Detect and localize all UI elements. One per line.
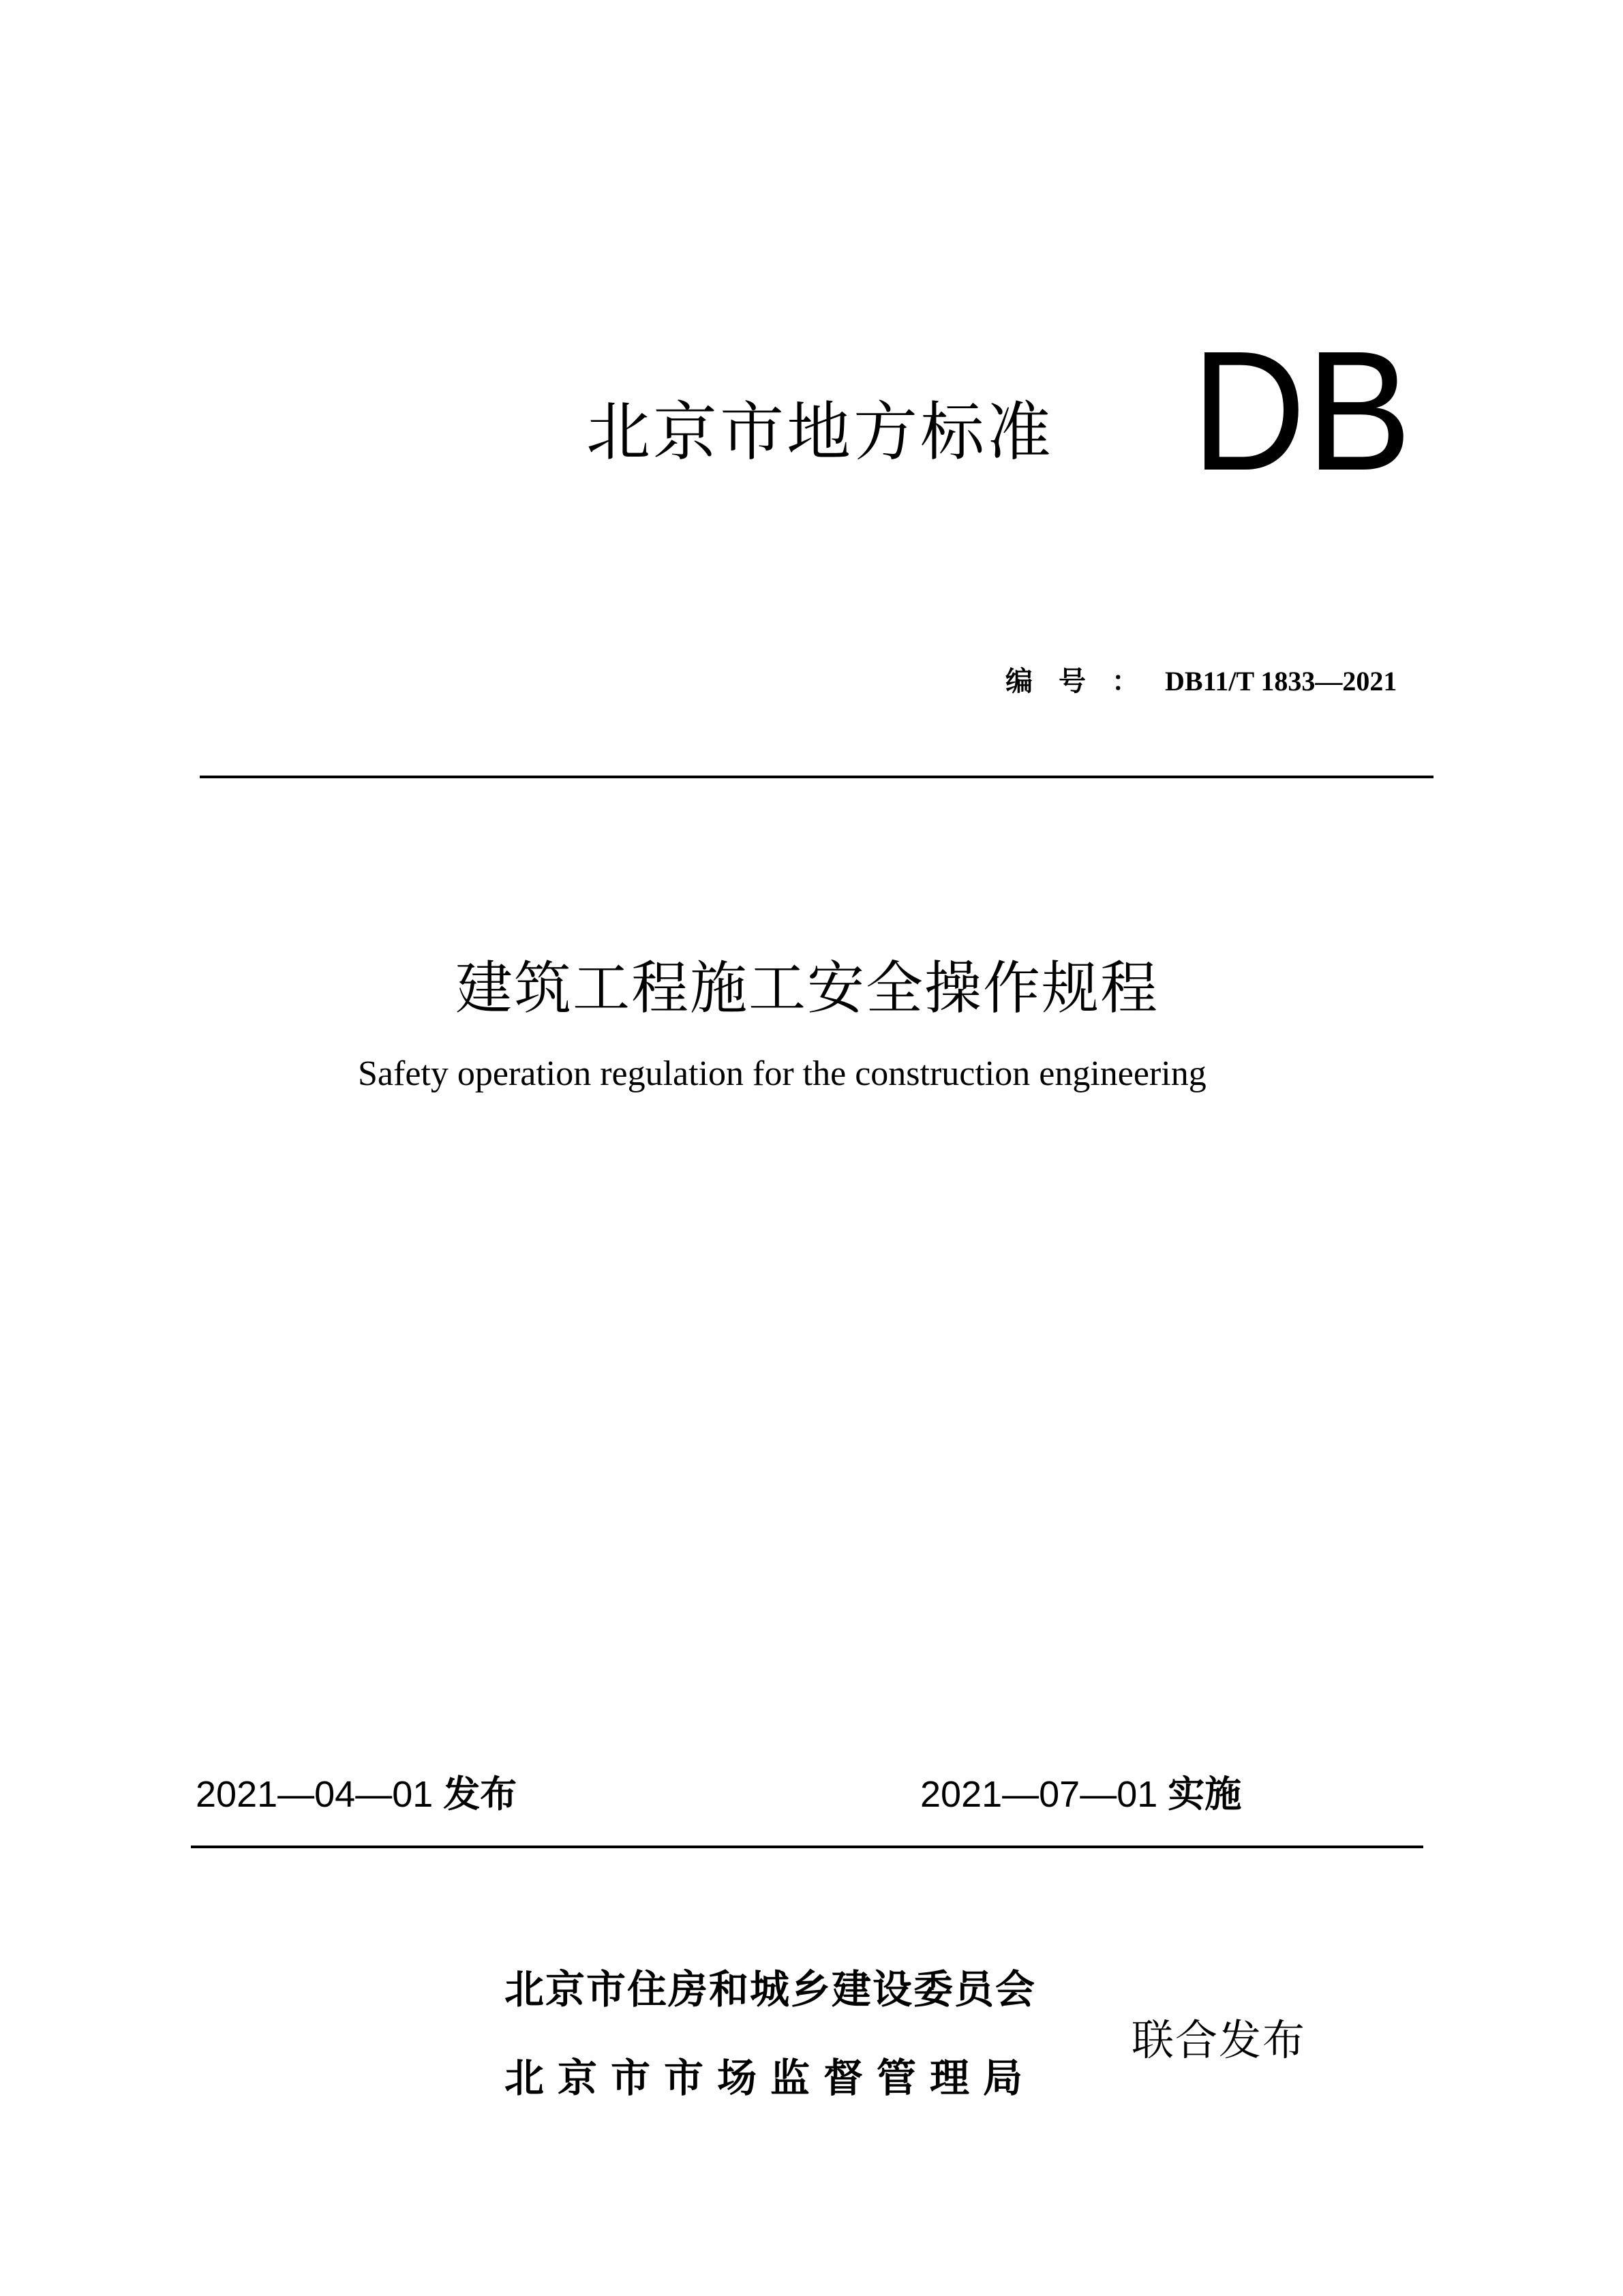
document-title-en: Safety operation regulation for the construction engineering <box>358 1054 1207 1093</box>
implement-label: 实施 <box>1168 1773 1242 1816</box>
issuer-market-regulation: 北京市市场监督管理局 <box>504 2055 1037 2101</box>
db-logo: DB <box>1192 316 1412 506</box>
issue-date-line <box>196 1765 517 1818</box>
joint-issue-label: 联合发布 <box>1132 2015 1307 2065</box>
top-divider <box>200 776 1434 778</box>
issuer-housing-commission: 北京市住房和城乡建设委员会 <box>504 1966 1037 2012</box>
issue-label: 发布 <box>443 1773 517 1816</box>
document-title-cn: 建筑工程施工安全操作规程 <box>455 955 1159 1022</box>
standard-number <box>1005 660 1397 699</box>
bottom-divider <box>191 1846 1423 1848</box>
implement-date: 2021—07—01 <box>920 1774 1168 1815</box>
standard-category-title: 北京市地方标准 <box>586 395 1055 470</box>
standard-number-label: 编号： <box>1005 666 1165 697</box>
standard-number-value: DB11/T 1833—2021 <box>1165 666 1397 697</box>
issue-date: 2021—04—01 <box>196 1774 444 1815</box>
implement-date-line <box>920 1765 1241 1818</box>
